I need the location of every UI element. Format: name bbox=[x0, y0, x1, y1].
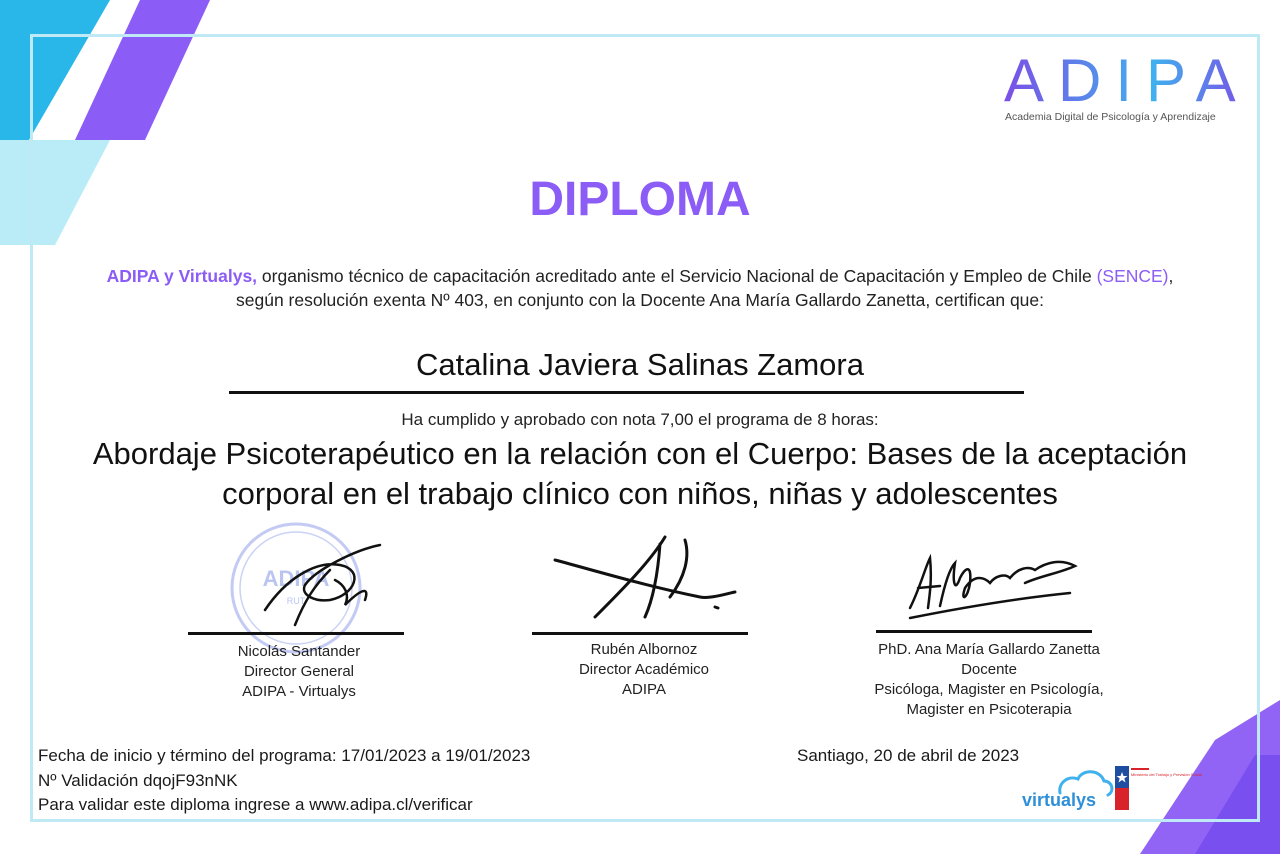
virtualys-logo: virtualys bbox=[1022, 790, 1097, 810]
completion-statement: Ha cumplido y aprobado con nota 7,00 el programa de 8 horas: bbox=[401, 410, 879, 429]
intro-paragraph bbox=[100, 264, 1180, 312]
intro-text-2: , según resolución exenta Nº 403, en conjunto con la Docente Ana María Gallardo Zanetta, certifican que: bbox=[236, 266, 1174, 310]
signer-3-role: Docente bbox=[961, 661, 1017, 678]
signer-2-org: ADIPA bbox=[622, 681, 666, 698]
diploma-title: DIPLOMA bbox=[529, 173, 751, 226]
adipa-tagline: Academia Digital de Psicología y Aprendizaje bbox=[1005, 111, 1216, 123]
stamp-text: ADIPA bbox=[262, 566, 330, 591]
signature-block-3 bbox=[860, 640, 1118, 720]
signature-block-2 bbox=[532, 640, 756, 700]
signer-3-name: PhD. Ana María Gallardo Zanetta bbox=[878, 641, 1100, 658]
program-title: Abordaje Psicoterapéutico en la relación con el Cuerpo: Bases de la aceptación corporal en el trabajo clínico con niños, niñas y adolescentes bbox=[92, 436, 1188, 511]
student-name: Catalina Javiera Salinas Zamora bbox=[416, 347, 864, 382]
signature-line-1 bbox=[188, 632, 404, 635]
verify-instructions: Para validar este diploma ingrese a www.adipa.cl/verificar bbox=[38, 795, 473, 814]
intro-text-1: organismo técnico de capacitación acreditado ante el Servicio Nacional de Capacitación y Empleo de Chile bbox=[257, 266, 1097, 286]
signer-1-role: Director General bbox=[243, 663, 355, 680]
signature-line-3 bbox=[876, 630, 1092, 633]
program-dates: Fecha de inicio y término del programa: 17/01/2023 a 19/01/2023 bbox=[38, 746, 531, 765]
adipa-logo: ADIPA bbox=[1004, 47, 1250, 114]
signature-santander bbox=[245, 540, 390, 630]
government-logo-text: Ministerio del Trabajo y Previsión Social bbox=[1131, 772, 1202, 777]
place-and-date: Santiago, 20 de abril de 2023 bbox=[797, 746, 1020, 765]
government-logo bbox=[1115, 766, 1202, 810]
stamp-subtext: RUT bbox=[286, 596, 306, 606]
signer-3-org: Psicóloga, Magister en Psicología, bbox=[874, 681, 1104, 698]
intro-org: ADIPA y Virtualys, bbox=[106, 266, 258, 286]
signature-block-1 bbox=[188, 642, 410, 702]
signature-albornoz bbox=[550, 532, 740, 622]
signer-1-org: ADIPA - Virtualys bbox=[242, 683, 356, 700]
student-name-underline bbox=[229, 391, 1024, 394]
signature-gallardo bbox=[900, 548, 1080, 623]
signature-line-2 bbox=[532, 632, 748, 635]
signer-3-org2: Magister en Psicoterapia bbox=[906, 701, 1072, 718]
signer-1-name: Nicolás Santander bbox=[237, 643, 361, 660]
signer-2-name: Rubén Albornoz bbox=[590, 641, 698, 658]
signer-2-role: Director Académico bbox=[578, 661, 710, 678]
intro-sence: (SENCE) bbox=[1096, 266, 1169, 286]
validation-code: Nº Validación dqojF93nNK bbox=[38, 771, 238, 790]
